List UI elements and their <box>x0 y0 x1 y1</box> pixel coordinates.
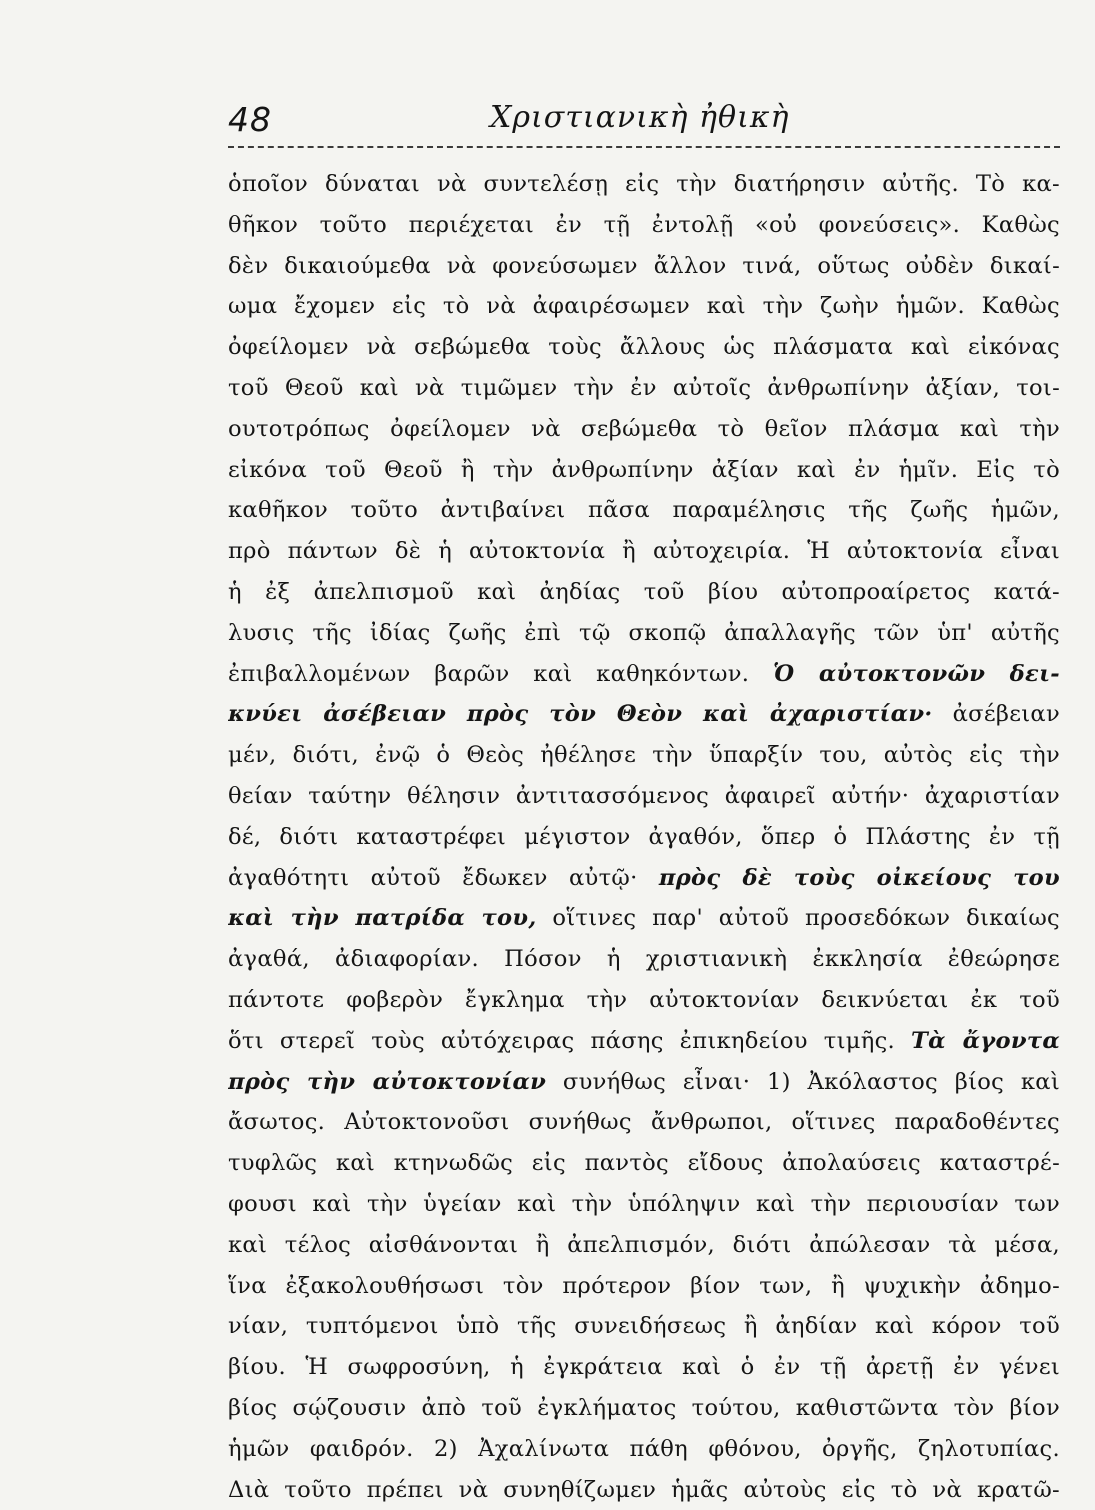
text-line <box>228 409 1060 450</box>
line-text: καθῆκον τοῦτο ἀντιβαίνει πᾶσα παραμέλησις τῆς ζωῆς ἡμῶν, <box>228 497 1060 523</box>
text-line <box>228 1388 1060 1429</box>
text-line <box>228 939 1060 980</box>
text-line <box>228 1347 1060 1388</box>
line-text: ὁποῖον δύναται νὰ συντελέσῃ εἰς τὴν διατήρησιν αὐτῆς. Τὸ κα- <box>228 171 1060 197</box>
line-text: φουσι καὶ τὴν ὑγείαν καὶ τὴν ὑπόληψιν καὶ τὴν περιουσίαν των <box>228 1191 1060 1217</box>
line-text: πάντοτε φοβερὸν ἔγκλημα τὴν αὐτοκτονίαν δεικνύεται ἐκ τοῦ <box>228 987 1060 1013</box>
line-text: ἡ ἐξ ἀπελπισμοῦ καὶ ἀηδίας τοῦ βίου αὐτοπροαίρετος κατά- <box>228 579 1060 605</box>
line-text: ἵνα ἐξακολουθήσωσι τὸν πρότερον βίον των, ἢ ψυχικὴν ἀδημο- <box>228 1273 1060 1299</box>
text-line <box>228 776 1060 817</box>
running-header <box>228 96 1058 146</box>
emphasized-text: κνύει ἀσέβειαν πρὸς τὸν Θεὸν καὶ ἀχαριστίαν· <box>228 701 933 727</box>
line-text: ἡμῶν φαιδρόν. 2) Ἀχαλίνωτα πάθη φθόνου, ὀργῆς, ζηλοτυπίας. <box>228 1436 1060 1462</box>
text-line <box>228 694 1060 735</box>
text-line <box>228 327 1060 368</box>
body-text <box>228 164 1060 1510</box>
line-text: ἐπιβαλλομένων βαρῶν καὶ καθηκόντων. <box>228 661 773 687</box>
text-line <box>228 205 1060 246</box>
line-text: οἵτινες παρ' αὐτοῦ προσεδόκων δικαίως <box>537 905 1060 931</box>
line-text: ὀφείλομεν νὰ σεβώμεθα τοὺς ἄλλους ὡς πλάσματα καὶ εἰκόνας <box>228 334 1060 360</box>
text-line <box>228 858 1060 899</box>
text-line <box>228 572 1060 613</box>
line-text: θῆκον τοῦτο περιέχεται ἐν τῇ ἐντολῇ «οὐ φονεύσεις». Καθὼς <box>228 212 1060 238</box>
text-line <box>228 490 1060 531</box>
text-line <box>228 980 1060 1021</box>
text-line <box>228 735 1060 776</box>
line-text: τυφλῶς καὶ κτηνωδῶς εἰς παντὸς εἴδους ἀπολαύσεις καταστρέ- <box>228 1150 1060 1176</box>
line-text: μέν, διότι, ἐνῷ ὁ Θεὸς ἠθέλησε τὴν ὕπαρξίν του, αὐτὸς εἰς τὴν <box>228 742 1060 768</box>
text-line <box>228 531 1060 572</box>
running-title: Χριστιανικὴ ἠθικὴ <box>490 100 789 135</box>
text-line <box>228 1062 1060 1103</box>
text-line <box>228 450 1060 491</box>
line-text: βίου. Ἡ σωφροσύνη, ἡ ἐγκράτεια καὶ ὁ ἐν τῇ ἀρετῇ ἐν γένει <box>228 1354 1060 1380</box>
text-line <box>228 1102 1060 1143</box>
text-line <box>228 286 1060 327</box>
line-text: τοῦ Θεοῦ καὶ νὰ τιμῶμεν τὴν ἐν αὐτοῖς ἀνθρωπίνην ἀξίαν, τοι- <box>228 375 1060 401</box>
text-line <box>228 246 1060 287</box>
text-line <box>228 1306 1060 1347</box>
line-text: ἄσωτος. Αὐτοκτονοῦσι συνήθως ἄνθρωποι, οἵτινες παραδοθέντες <box>228 1109 1060 1135</box>
text-line <box>228 368 1060 409</box>
line-text: δὲν δικαιούμεθα νὰ φονεύσωμεν ἄλλον τινά, οὕτως οὐδὲν δικαί- <box>228 253 1060 279</box>
text-line <box>228 654 1060 695</box>
line-text: ἀγαθά, ἀδιαφορίαν. Πόσον ἡ χριστιανικὴ ἐκκλησία ἐθεώρησε <box>228 946 1060 972</box>
text-line <box>228 1225 1060 1266</box>
text-line <box>228 1143 1060 1184</box>
line-text: συνήθως εἶναι· 1) Ἀκόλαστος βίος καὶ <box>546 1069 1060 1095</box>
text-line <box>228 1470 1060 1510</box>
line-text: ωμα ἔχομεν εἰς τὸ νὰ ἀφαιρέσωμεν καὶ τὴν ζωὴν ἡμῶν. Καθὼς <box>228 293 1060 319</box>
line-text: δέ, διότι καταστρέφει μέγιστον ἀγαθόν, ὅπερ ὁ Πλάστης ἐν τῇ <box>228 824 1060 850</box>
emphasized-text: Ὁ αὐτοκτονῶν δει- <box>773 661 1060 687</box>
line-text: λυσις τῆς ἰδίας ζωῆς ἐπὶ τῷ σκοπῷ ἀπαλλαγῆς τῶν ὑπ' αὐτῆς <box>228 620 1060 646</box>
text-line <box>228 898 1060 939</box>
line-text: νίαν, τυπτόμενοι ὑπὸ τῆς συνειδήσεως ἢ ἀηδίαν καὶ κόρον τοῦ <box>228 1313 1060 1339</box>
page-number: 48 <box>228 100 272 139</box>
line-text: καὶ τέλος αἰσθάνονται ἢ ἀπελπισμόν, διότι ἀπώλεσαν τὰ μέσα, <box>228 1232 1060 1258</box>
emphasized-text: πρὸς δὲ τοὺς οἰκείους του <box>659 865 1060 891</box>
text-line <box>228 1429 1060 1470</box>
header-rule <box>228 146 1060 148</box>
text-line <box>228 164 1060 205</box>
line-text: βίος σῴζουσιν ἀπὸ τοῦ ἐγκλήματος τούτου, καθιστῶντα τὸν βίον <box>228 1395 1060 1421</box>
text-line <box>228 1266 1060 1307</box>
text-line <box>228 1184 1060 1225</box>
emphasized-text: Τὰ ἄγοντα <box>911 1028 1060 1054</box>
line-text: εἰκόνα τοῦ Θεοῦ ἢ τὴν ἀνθρωπίνην ἀξίαν καὶ ἐν ἡμῖν. Εἰς τὸ <box>228 457 1060 483</box>
emphasized-text: πρὸς τὴν αὐτοκτονίαν <box>228 1069 546 1095</box>
line-text: ὅτι στερεῖ τοὺς αὐτόχειρας πάσης ἐπικηδείου τιμῆς. <box>228 1028 911 1054</box>
line-text: ἀγαθότητι αὐτοῦ ἔδωκεν αὐτῷ· <box>228 865 659 891</box>
line-text: ἀσέβειαν <box>933 701 1060 727</box>
text-line <box>228 1021 1060 1062</box>
line-text: θείαν ταύτην θέλησιν ἀντιτασσόμενος ἀφαιρεῖ αὐτήν· ἀχαριστίαν <box>228 783 1060 809</box>
text-line <box>228 613 1060 654</box>
emphasized-text: καὶ τὴν πατρίδα του, <box>228 905 537 931</box>
line-text: πρὸ πάντων δὲ ἡ αὐτοκτονία ἢ αὐτοχειρία. Ἡ αὐτοκτονία εἶναι <box>228 538 1060 564</box>
line-text: Διὰ τοῦτο πρέπει νὰ συνηθίζωμεν ἡμᾶς αὐτοὺς εἰς τὸ νὰ κρατῶ- <box>228 1477 1060 1503</box>
text-line <box>228 817 1060 858</box>
line-text: ουτοτρόπως ὀφείλομεν νὰ σεβώμεθα τὸ θεῖον πλάσμα καὶ τὴν <box>228 416 1060 442</box>
